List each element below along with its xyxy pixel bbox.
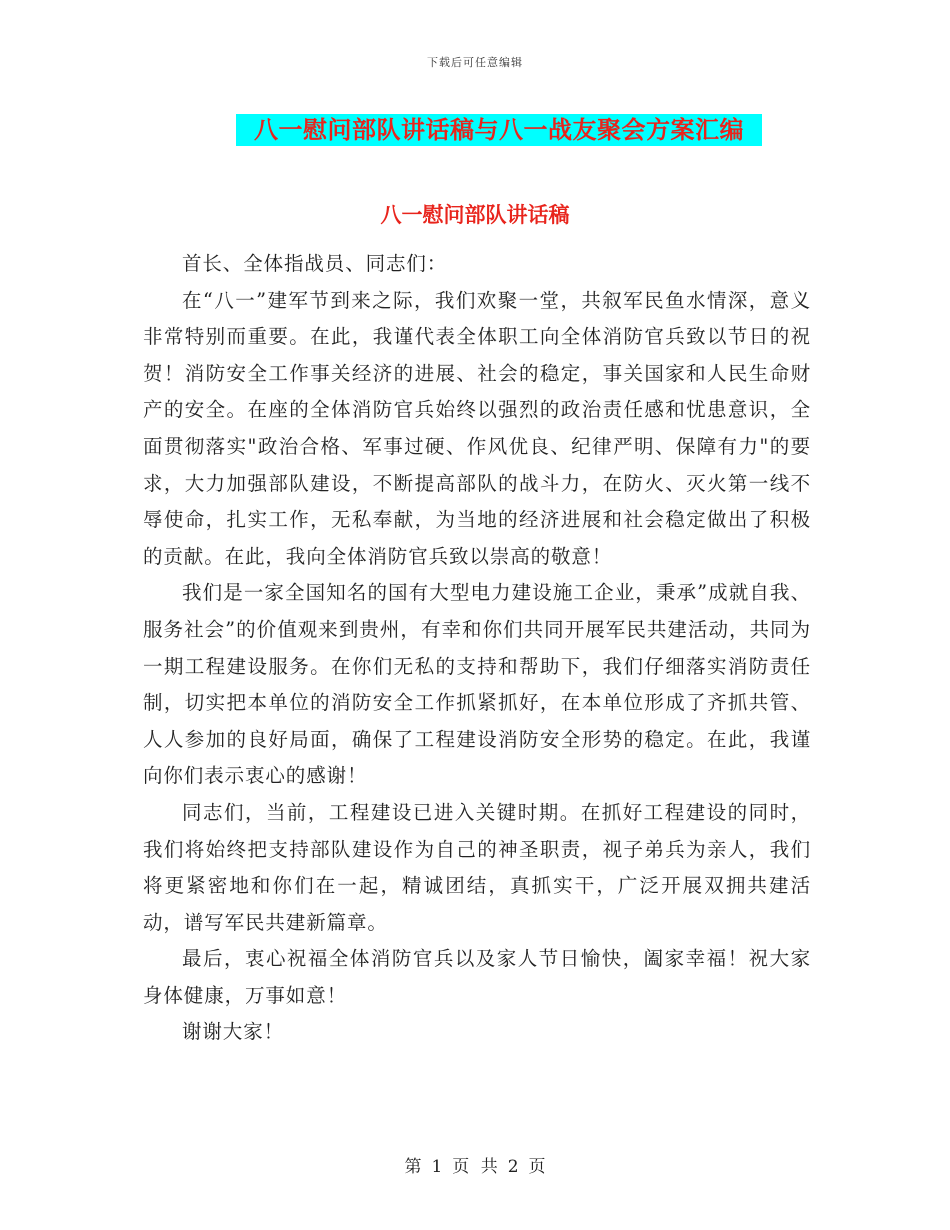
salutation-paragraph: 首长、全体指战员、同志们： bbox=[182, 252, 448, 275]
body-paragraph: 同志们，当前，工程建设已进入关键时期。在抓好工程建设的同时，我们将始终把支持部队建设作为自己的神圣职责，视子弟兵为亲人，我们将更紧密地和你们在一起，精诚团结，真抓实干，广泛开展双拥共建活动，谱写军民共建新篇章。 bbox=[143, 800, 811, 934]
page-label-suffix: 页 bbox=[528, 1157, 546, 1177]
document-main-title: 八一慰问部队讲话稿与八一战友聚会方案汇编 bbox=[236, 114, 762, 146]
body-paragraph: 在“八一”建军节到来之际，我们欢聚一堂，共叙军民鱼水情深，意义非常特别而重要。在此，我谨代表全体职工向全体消防官兵致以节日的祝贺！消防安全工作事关经济的进展、社会的稳定，事关国家和人民生命财产的安全。在座的全体消防官兵始终以强烈的政治责任感和忧患意识，全面贯彻落实"政治合格、军事过硬、作风优良、纪律严明、保障有力"的要求，大力加强部队建设，不断提高部队的战斗力，在防火、灭火第一线不辱使命，扎实工作，无私奉献，为当地的经济进展和社会稳定做出了积极的贡献。在此，我向全体消防官兵致以崇高的敬意！ bbox=[143, 288, 811, 568]
page-number-footer bbox=[0, 1152, 950, 1177]
document-body bbox=[143, 246, 811, 1051]
current-page-number: 1 bbox=[431, 1157, 443, 1177]
total-pages-number: 2 bbox=[507, 1157, 519, 1177]
section-title: 八一慰问部队讲话稿 bbox=[380, 203, 570, 227]
page-label-mid: 页 共 bbox=[452, 1157, 498, 1177]
header-note: 下载后可任意编辑 bbox=[427, 56, 523, 69]
page-label-prefix: 第 bbox=[404, 1157, 422, 1177]
closing-paragraph: 谢谢大家！ bbox=[182, 1020, 285, 1044]
body-paragraph: 最后，衷心祝福全体消防官兵以及家人节日愉快，阖家幸福！祝大家身体健康，万事如意！ bbox=[143, 947, 811, 1007]
body-paragraph: 我们是一家全国知名的国有大型电力建设施工企业，秉承”成就自我、服务社会”的价值观来到贵州，有幸和你们共同开展军民共建活动，共同为一期工程建设服务。在你们无私的支持和帮助下，我们仔细落实消防责任制，切实把本单位的消防安全工作抓紧抓好，在本单位形成了齐抓共管、人人参加的良好局面，确保了工程建设消防安全形势的稳定。在此，我谨向你们表示衷心的感谢！ bbox=[143, 581, 811, 788]
